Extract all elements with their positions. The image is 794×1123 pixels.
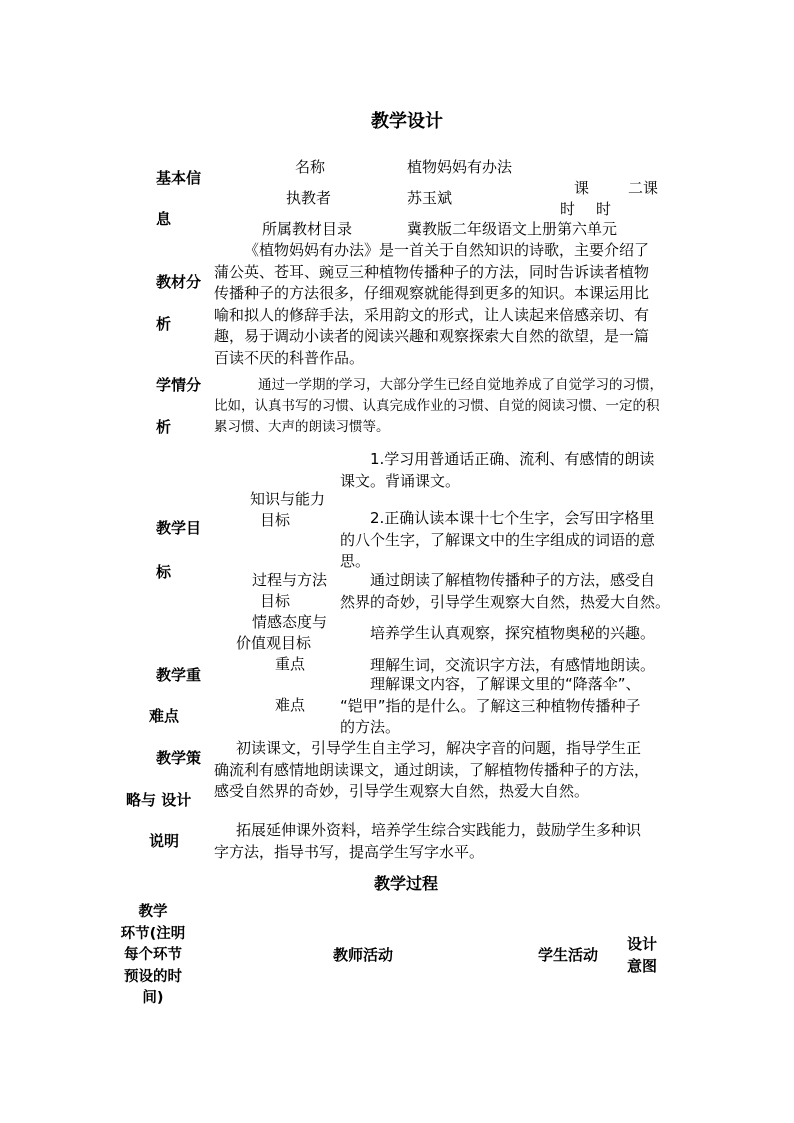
material-analysis-heading: 教材分 (156, 273, 202, 291)
knowledge-label-cont: 目标 (260, 511, 291, 529)
process-column-student: 学生活动 (538, 946, 599, 964)
process-column-teacher: 教师活动 (333, 946, 394, 964)
basic-info-heading-cont: 息 (156, 210, 172, 228)
emotion-value-objective: 培养学生认真观察，探究植物奥秘的兴趣。 (370, 624, 656, 642)
period-value: 二课 (628, 179, 659, 197)
emotion-value-label: 情感态度与 (252, 613, 328, 631)
emotion-value-label-cont: 价值观目标 (236, 634, 312, 652)
header-line: 每个环节 (124, 947, 182, 963)
period-label: 课 (574, 179, 590, 197)
teacher-label: 执教者 (286, 189, 332, 207)
material-analysis-heading-cont: 析 (156, 315, 172, 333)
header-line: 间) (142, 990, 164, 1006)
material-analysis-text (214, 240, 649, 369)
text-line: 通过朗读了解植物传播种子的方法，感受自 (370, 571, 656, 589)
text-line: 1.学习用普通话正确、流利、有感情的朗读 (370, 450, 655, 468)
period-value-cont: 时 (596, 200, 612, 218)
text-line: 《植物妈妈有办法》是一首关于自然知识的诗歌，主要介绍了 (244, 241, 650, 259)
text-line: 课文。背诵课文。 (340, 471, 461, 490)
header-line: 设计 (626, 935, 657, 953)
knowledge-label: 知识与能力 (250, 490, 326, 508)
strategy-paragraph-1 (214, 738, 649, 803)
text-line: 确流利有感情地朗读课文，通过朗读，了解植物传播种子的方法， (214, 760, 650, 779)
strategy-heading: 教学策 (156, 749, 202, 767)
process-method-label: 过程与方法 (252, 571, 328, 589)
text-line: 思。 (340, 552, 371, 570)
text-line: 字方法，指导书写，提高学生写字水平。 (214, 842, 485, 861)
objectives-heading-cont: 标 (156, 563, 172, 581)
strategy-heading-cont: 略与 设计 (126, 791, 192, 809)
key-point-text: 理解生词，交流识字方法，有感情地朗读。 (370, 656, 656, 674)
text-line: 理解课文内容，了解课文里的“降落伞”、 (370, 675, 641, 693)
text-line: 传播种子的方法很多，仔细观察就能得到更多的知识。本课运用比 (214, 284, 650, 302)
text-line: 百读不厌的科普作品。 (214, 348, 365, 367)
key-point-label: 重点 (275, 655, 306, 673)
header-line: 环节(注明 (120, 925, 186, 942)
header-line: 预设的时 (124, 968, 182, 985)
textbook-value: 冀教版二年级语文上册第六单元 (407, 220, 618, 238)
textbook-label: 所属教材目录 (262, 220, 353, 238)
student-analysis-heading-cont: 析 (156, 418, 172, 436)
text-line: 拓展延伸课外资料，培养学生综合实践能力，鼓励学生多种识 (236, 821, 642, 839)
name-value: 植物妈妈有办法 (407, 158, 513, 176)
process-method-label-cont: 目标 (260, 592, 291, 610)
key-points-heading: 教学重 (156, 666, 202, 684)
student-analysis-text (214, 375, 663, 438)
text-line: 感受自然界的奇妙，引导学生观察大自然，热爱大自然。 (214, 782, 590, 800)
text-line: 的方法。 (340, 718, 401, 736)
student-analysis-heading: 学情分 (156, 376, 202, 394)
basic-info-heading: 基本信 (156, 169, 202, 187)
knowledge-objective-2 (340, 508, 655, 573)
text-line: “铠甲”指的是什么。了解这三种植物传播种子 (340, 696, 641, 715)
text-line: 初读课文，引导学生自主学习，解决字音的问题，指导学生正 (236, 739, 642, 757)
header-line: 意图 (626, 956, 657, 975)
text-line: 喻和拟人的修辞手法，采用韵文的形式，让人读起来倍感亲切、有 (214, 305, 650, 324)
period-label-cont: 时 (560, 200, 576, 218)
text-line: 的八个生字，了解课文中的生字组成的词语的意 (340, 530, 656, 549)
objectives-heading: 教学目 (156, 519, 202, 537)
teacher-value: 苏玉斌 (407, 189, 453, 207)
text-line: 比如，认真书写的习惯、认真完成作业的习惯、自觉的阅读习惯、一定的积 (214, 398, 660, 414)
strategy-heading-end: 说明 (149, 832, 180, 850)
text-line: 2.正确认读本课十七个生字，会写田字格里 (370, 509, 655, 527)
header-line: 教学 (138, 904, 168, 920)
text-line: 蒲公英、苍耳、豌豆三种植物传播种子的方法，同时告诉读者植物 (214, 262, 650, 281)
difficulty-label: 难点 (275, 696, 306, 714)
text-line: 趣，易于调动小读者的阅读兴趣和观察探索大自然的欲望，是一篇 (214, 327, 650, 345)
page-title: 教学设计 (371, 111, 443, 132)
strategy-paragraph-2 (214, 820, 641, 863)
text-line: 然界的奇妙，引导学生观察大自然，热爱大自然。 (340, 592, 671, 611)
process-column-stage (108, 902, 198, 1010)
process-column-intent (620, 934, 664, 977)
text-line: 累习惯、大声的朗读习惯等。 (214, 419, 390, 435)
knowledge-objective-1 (340, 449, 654, 492)
text-line: 通过一学期的学习，大部分学生已经自觉地养成了自觉学习的习惯， (258, 377, 663, 393)
name-label: 名称 (295, 158, 326, 176)
key-points-heading-cont: 难点 (149, 707, 180, 725)
teaching-process-title: 教学过程 (374, 874, 439, 893)
difficulty-text (340, 674, 641, 739)
process-method-objective (340, 570, 670, 613)
